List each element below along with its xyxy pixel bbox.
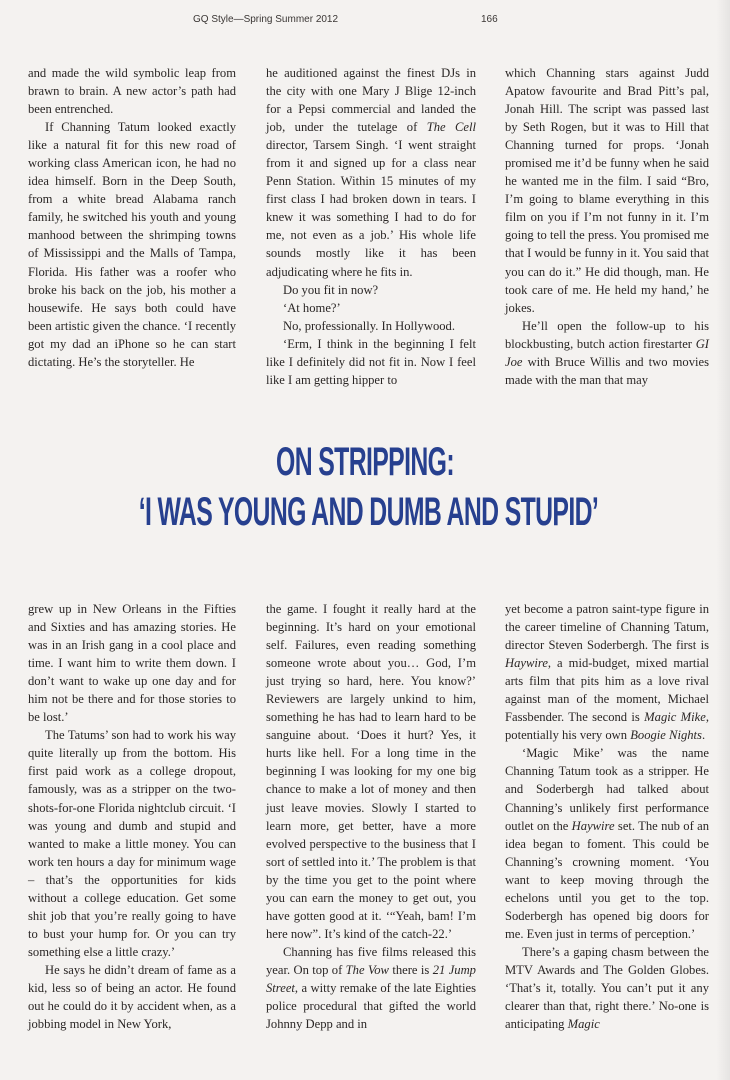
text-run: with Bruce Willis and two movies made with the man that may — [505, 354, 709, 387]
bottom-column-1 — [28, 600, 236, 1033]
text-run: . — [701, 728, 706, 743]
paragraph: which Channing stars against Judd Apatow favourite and Brad Pitt’s pal, Jonah Hill. The script was passed last by Seth Rogen, but it was to Hill that Channing turned for props. ‘Jonah promised me it’d be funny when he said he wanted me in the film. I said “Bro, I’m going to blame everything in this film on you if I’m not funny in it. I’m going to tell the press. You promised me that I would be funny in it. You said that you can do it.” He did though, man. He took care of me. He held my hand,’ he jokes. — [505, 66, 709, 315]
film-title: Boogie Nights — [630, 728, 702, 743]
headline-line-2: ‘I WAS YOUNG AND DUMB AND STUPID’ — [138, 490, 599, 534]
paragraph: and made the wild symbolic leap from brawn to brain. A new actor’s path had been entrenched. — [28, 66, 236, 117]
paragraph: If Channing Tatum looked exactly like a natural fit for this new road of working class American icon, he had no idea himself. Born in the Deep South, from a white bread Alabama ranch family, he switched his youth and young manhood between the shrimping towns of Mississippi and the Malls of Tampa, Florida. His father was a roofer who broke his back on the job, his mother a housewife. He says both could have been artistic given the chance. ‘I recently got my dad an iPhone so he can start dictating. He’s the storyteller. He — [28, 120, 236, 369]
text-run: there is — [388, 962, 433, 977]
publication-title: GQ Style—Spring Summer 2012 — [193, 14, 339, 25]
film-title: The Cell — [426, 120, 476, 135]
film-title: Magic Mike — [644, 710, 706, 725]
film-title: Haywire — [571, 818, 615, 833]
paragraph: No, professionally. In Hollywood. — [283, 318, 455, 333]
text-run: he auditioned against the finest DJs in the city with one Mary J Blige 12-inch for a Pepsi commercial and landed the job, under the tutelage of — [266, 66, 476, 135]
top-column-1 — [28, 64, 236, 371]
paragraph — [505, 317, 709, 389]
bottom-column-2 — [266, 600, 476, 1033]
page-number: 166 — [481, 14, 498, 25]
film-title: Haywire — [505, 656, 548, 671]
bottom-column-3 — [505, 600, 709, 1033]
paragraph — [266, 943, 476, 1033]
paragraph — [505, 744, 709, 943]
text-run: , a mid-budget, mixed martial arts film that pits him as a love rival against man of the moment, Michael Fassbender. The second is — [505, 656, 709, 725]
paragraph: Do you fit in now? — [283, 282, 379, 297]
text-run: , potentially his very own — [505, 710, 709, 743]
page-gutter-shadow — [716, 0, 730, 1080]
film-title: GI Joe — [505, 336, 709, 369]
film-title: Magic — [567, 1017, 600, 1032]
headline-line-1: ON STRIPPING: — [276, 440, 454, 484]
text-run: yet become a patron saint-type figure in the career timeline of Channing Tatum, director Steven Soderbergh. The first is — [505, 602, 709, 653]
top-column-3 — [505, 64, 709, 389]
film-title: The Vow — [345, 962, 389, 977]
paragraph: ‘At home?’ — [283, 300, 341, 315]
paragraph: He says he didn’t dream of fame as a kid, less so of being an actor. He found out he could do it by accident when, as a jobbing model in New York, — [28, 962, 236, 1032]
text-run: He’ll open the follow-up to his blockbusting, butch action firestarter — [505, 318, 709, 351]
top-column-2 — [266, 64, 476, 389]
text-run: Channing has five films released this year. On top of — [266, 944, 476, 977]
text-run: There’s a gaping chasm between the MTV Awards and The Golden Globes. ‘That’s it, totally. You can’t put it any clearer than that, right there.’ No-one is anticipating — [505, 944, 709, 1032]
running-header — [0, 10, 730, 30]
film-title: 21 Jump Street — [266, 962, 476, 995]
paragraph: grew up in New Orleans in the Fifties and Sixties and has amazing stories. He was in an Irish gang in a cool place and time. I want him to write them down. I don’t want to wake up one day and for him not be there and for those stories to be lost.’ — [28, 602, 236, 725]
section-headline — [0, 440, 730, 534]
text-run: , a witty remake of the late Eighties police procedural that gifted the world Johnny Depp and in — [266, 980, 476, 1032]
paragraph: ‘Erm, I think in the beginning I felt like I definitely did not fit in. Now I feel like I am getting hipper to — [266, 336, 476, 387]
paragraph: the game. I fought it really hard at the beginning. It’s hard on your emotional self. Failures, even reading something someone wrote about you… God, I’m just trying so hard, here. You know?’ Reviewers are largely unkind to him, something he has had to learn hard to be sanguine about. ‘Does it hurt? Yes, it hurts like hell. For a long time in the beginning I was looking for my one big chance to make a lot of money and then just leave movies. Slowly I started to learn more, get better, have a more evolved perspective to the business that I sort of settled into it.’ The problem is that by the time you get to the point where you can earn the money to get out, you have gotten good at it. ‘“Yeah, bam! I’m here now”. It’s kind of the catch-22.’ — [266, 602, 476, 941]
text-run: director, Tarsem Singh. ‘I went straight from it and signed up for a class near Penn Station. Within 15 minutes of my first class I had broken down in tears. I knew it was something I had to do for me, not even as a job.’ His whole life sounds mostly like it has been adjudicating where he fits in. — [266, 138, 476, 279]
paragraph — [505, 600, 709, 744]
paragraph — [266, 64, 476, 281]
text-run: set. The nub of an idea began to foment. This could be Channing’s crowning moment. ‘You want to keep moving through the echelons until you get to the top. Soderbergh has opened big doors for me. Even just in terms of perception.’ — [505, 818, 710, 941]
paragraph: The Tatums’ son had to work his way quite literally up from the bottom. His first paid work as a college dropout, famously, was as a stripper on the two-shots-for-one Florida nightclub circuit. ‘I was young and dumb and stupid and wanted to make a little money. You can work ten hours a day for minimum wage – that’s the opportunities for kids without a college education. Get some shit job that you’re really going to have to bust your hump for. Or you can try something else a little crazy.’ — [28, 728, 236, 959]
text-run: ‘Magic Mike’ was the name Channing Tatum took as a stripper. He and Soderbergh had talked about Channing’s unlikely first performance outlet on the — [505, 746, 709, 833]
paragraph — [505, 943, 709, 1033]
